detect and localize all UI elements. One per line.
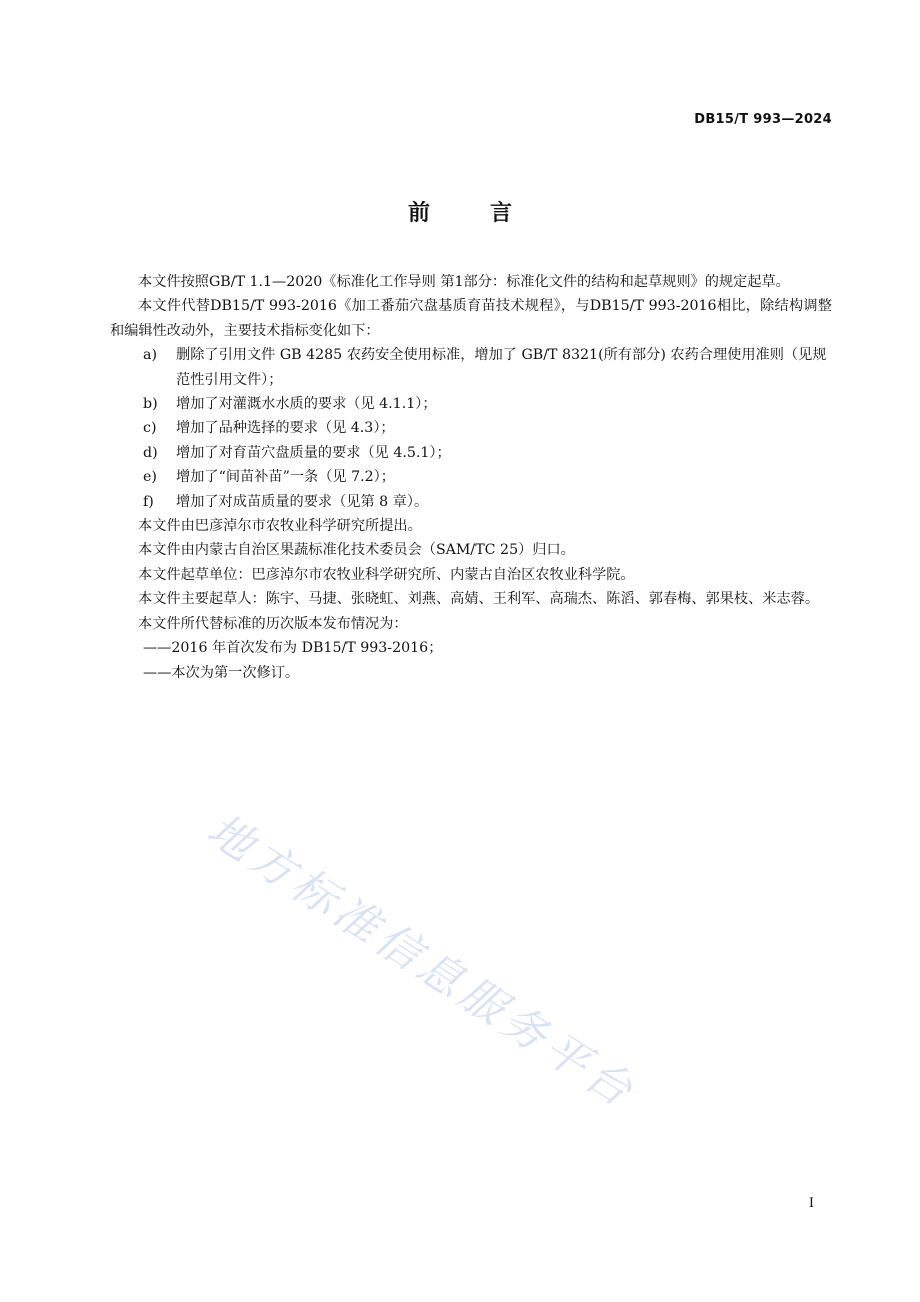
list-item-text: 增加了品种选择的要求（见 4.3）； [176, 420, 395, 437]
foreword-body [110, 270, 832, 685]
list-item [110, 465, 832, 489]
list-item-text: 增加了对育苗穴盘质量的要求（见 4.5.1）； [176, 444, 451, 461]
list-item [110, 441, 832, 465]
list-item [110, 490, 832, 514]
list-marker: d) [143, 444, 158, 461]
list-item [110, 392, 832, 416]
page-number: I [808, 1196, 814, 1211]
list-item-text: 增加了“间苗补苗”一条（见 7.2）； [176, 469, 395, 486]
paragraph-history-intro: 本文件所代替标准的历次版本发布情况为： [138, 615, 408, 632]
history-entry: ——2016 年首次发布为 DB15/T 993-2016； [143, 640, 443, 657]
list-marker: e) [143, 469, 157, 486]
paragraph-drafting-basis: 本文件按照GB/T 1.1—2020《标准化工作导则 第1部分：标准化文件的结构和起草规则》的规定起草。 [138, 274, 790, 290]
list-item-text: 增加了对灌溉水水质的要求（见 4.1.1）； [176, 396, 437, 413]
paragraph-drafting-units: 本文件起草单位：巴彦淖尔市农牧业科学研究所、内蒙古自治区农牧业科学院。 [138, 566, 635, 583]
paragraph-proposer: 本文件由巴彦淖尔市农牧业科学研究所提出。 [138, 518, 422, 535]
list-item-text: 增加了对成苗质量的要求（见第 8 章）。 [176, 493, 429, 510]
page-title: 前言 [407, 201, 572, 226]
list-marker: b) [143, 396, 158, 413]
history-entry: ——本次为第一次修订。 [143, 664, 300, 681]
list-item-text: 删除了引用文件 GB 4285 农药安全使用标准，增加了 GB/T 8321(所有部分) 农药合理使用准则（见规范性引用文件）； [176, 347, 827, 388]
watermark: 地方标准信息服务平台 [198, 804, 646, 1120]
list-marker: f) [143, 493, 154, 510]
document-code: DB15/T 993—2024 [694, 112, 832, 127]
paragraph-committee: 本文件由内蒙古自治区果蔬标准化技术委员会（SAM/TC 25）归口。 [138, 542, 575, 559]
paragraph-replacement: 本文件代替DB15/T 993-2016《加工番茄穴盘基质育苗技术规程》，与DB15/T 993-2016相比，除结构调整和编辑性改动外，主要技术指标变化如下： [110, 298, 832, 339]
list-marker: a) [143, 347, 157, 364]
list-marker: c) [143, 420, 157, 437]
list-item [110, 343, 832, 392]
paragraph-drafters: 本文件主要起草人：陈宇、马捷、张晓虹、刘燕、高婧、王利军、高瑞杰、陈滔、郭春梅、郭果枝、米志蓉。 [138, 591, 820, 608]
list-item [110, 416, 832, 440]
